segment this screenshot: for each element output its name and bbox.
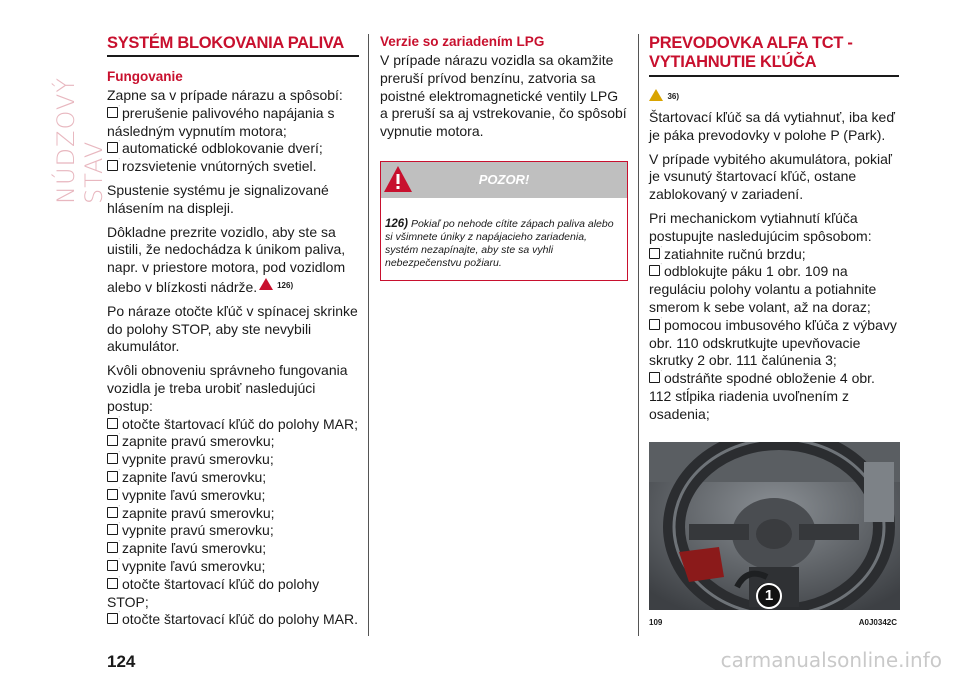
list-item: rozsvietenie vnútorných svetiel. (107, 158, 359, 176)
page-number: 124 (107, 652, 136, 671)
figure-callout-1: 1 (756, 583, 782, 609)
list-item: vypnite ľavú smerovku; (107, 487, 359, 505)
checkbox-bullet-icon (107, 507, 118, 518)
paragraph-display-signal: Spustenie systému je signalizované hlásením na displeji. (107, 181, 329, 216)
checkbox-bullet-icon (649, 319, 660, 330)
watermark: carmanualsonline.info (720, 648, 942, 672)
list-item: otočte štartovací kľúč do polohy MAR. (107, 611, 359, 629)
checkbox-bullet-icon (107, 489, 118, 500)
list-item: vypnite pravú smerovku; (107, 451, 359, 469)
warning-triangle-icon (259, 278, 273, 290)
checkbox-bullet-icon (649, 248, 660, 259)
caution-reference: 36) (667, 92, 680, 101)
warning-label: POZOR! (478, 171, 530, 187)
column-tct-key (649, 34, 899, 628)
warning-box-header (381, 162, 627, 198)
checkbox-bullet-icon (107, 578, 118, 589)
caution-triangle-icon (649, 89, 663, 101)
checkbox-bullet-icon (649, 265, 660, 276)
subtitle-lpg-versions: Verzie so zariadením LPG (380, 34, 545, 49)
checkbox-bullet-icon (649, 372, 660, 383)
figure-steering-wheel (649, 442, 900, 610)
paragraph-inspect-vehicle: Dôkladne prezrite vozidlo, aby ste sa uistili, že nedochádza k únikom paliva, napr. v priestore motora, pod vozidlom alebo v blízkosti nádrže. $^{126)}$ (107, 223, 346, 295)
reference-line (649, 89, 899, 103)
removal-steps-list (649, 246, 899, 424)
paragraph-lpg: V prípade nárazu vozidla sa okamžite preruší prívod benzínu, zatvoria sa poistné elektromagnetické ventily LPG a preruší sa aj vstrekovanie, čo spôsobí vypnutie motora. (380, 52, 627, 140)
checkbox-bullet-icon (107, 418, 118, 429)
effects-list (107, 105, 359, 176)
paragraph-turn-key-stop: Po náraze otočte kľúč v spínacej skrinke do polohy STOP, aby ste nevybili akumulátor. (107, 302, 358, 355)
sidebar-section-title: NÚDZOVÝ STAV (52, 77, 108, 204)
warning-reference: 126) (277, 280, 294, 290)
list-item: pomocou imbusového kľúča z výbavy obr. 110 odskrutkujte upevňovacie skrutky 2 obr. 111 čalúnenia 3; (649, 316, 897, 369)
list-item: automatické odblokovanie dverí; (107, 140, 359, 158)
column-divider (638, 34, 639, 636)
column-lpg (380, 34, 628, 281)
column-fuel-cutoff (107, 34, 359, 635)
figure-number: 109 (649, 617, 663, 627)
checkbox-bullet-icon (107, 453, 118, 464)
list-item: vypnite ľavú smerovku; (107, 558, 359, 576)
section-title-tct-key: PREVODOVKA ALFA TCT - VYTIAHNUTIE KĽÚČA (649, 34, 899, 77)
checkbox-bullet-icon (107, 613, 118, 624)
column-divider (368, 34, 369, 636)
checkbox-bullet-icon (107, 142, 118, 153)
checkbox-bullet-icon (107, 107, 118, 118)
checkbox-bullet-icon (107, 560, 118, 571)
checkbox-bullet-icon (107, 471, 118, 482)
list-item: zatiahnite ručnú brzdu; (649, 246, 899, 264)
list-item: vypnite pravú smerovku; (107, 522, 359, 540)
figure-code: A0J0342C (858, 617, 897, 627)
warning-box (380, 161, 628, 281)
restore-steps-list (107, 416, 359, 630)
list-item: zapnite ľavú smerovku; (107, 469, 359, 487)
list-item: otočte štartovací kľúč do polohy STOP; (107, 575, 320, 610)
intro-text: Zapne sa v prípade nárazu a spôsobí: (107, 87, 343, 103)
paragraph-dead-battery: V prípade vybitého akumulátora, pokiaľ je vsunutý štartovací kľúč, ostane zablokovaný v zariadení. (649, 150, 893, 203)
list-item: prerušenie palivového napájania s následným vypnutím motora; (107, 104, 335, 139)
list-item: odstráňte spodné obloženie 4 obr. 112 stĺpika riadenia uvoľnením z osadenia; (649, 370, 875, 422)
paragraph-restore-procedure: Kvôli obnoveniu správneho fungovania vozidla je treba urobiť nasledujúci postup: (107, 362, 348, 414)
section-title-fuel-cutoff: SYSTÉM BLOKOVANIA PALIVA (107, 34, 359, 57)
warning-number: 126) (385, 217, 409, 230)
list-item: zapnite ľavú smerovku; (107, 540, 359, 558)
warning-body (381, 198, 627, 280)
list-item: odblokujte páku 1 obr. 109 na reguláciu polohy volantu a potiahnite smerom k sebe volant, až na doraz; (649, 263, 877, 315)
figure-caption (649, 618, 899, 628)
checkbox-bullet-icon (107, 524, 118, 535)
checkbox-bullet-icon (107, 542, 118, 553)
checkbox-bullet-icon (107, 160, 118, 171)
paragraph-key-removal: Štartovací kľúč sa dá vytiahnuť, iba keď je páka prevodovky v polohe P (Park). (649, 109, 895, 143)
list-item: otočte štartovací kľúč do polohy MAR; (107, 416, 359, 434)
subtitle-operation: Fungovanie (107, 69, 183, 84)
paragraph-mechanical-removal: Pri mechanickom vytiahnutí kľúča postupujte nasledujúcim spôsobom: (649, 209, 872, 244)
warning-text: Pokiaľ po nehode cítite zápach paliva alebo si všimnete úniky z napájacieho zariadenia, systém nezapínajte, aby ste sa vyhli nebezpečenstvu požiaru. (385, 217, 614, 269)
list-item: zapnite pravú smerovku; (107, 433, 359, 451)
checkbox-bullet-icon (107, 435, 118, 446)
list-item: zapnite pravú smerovku; (107, 505, 359, 523)
